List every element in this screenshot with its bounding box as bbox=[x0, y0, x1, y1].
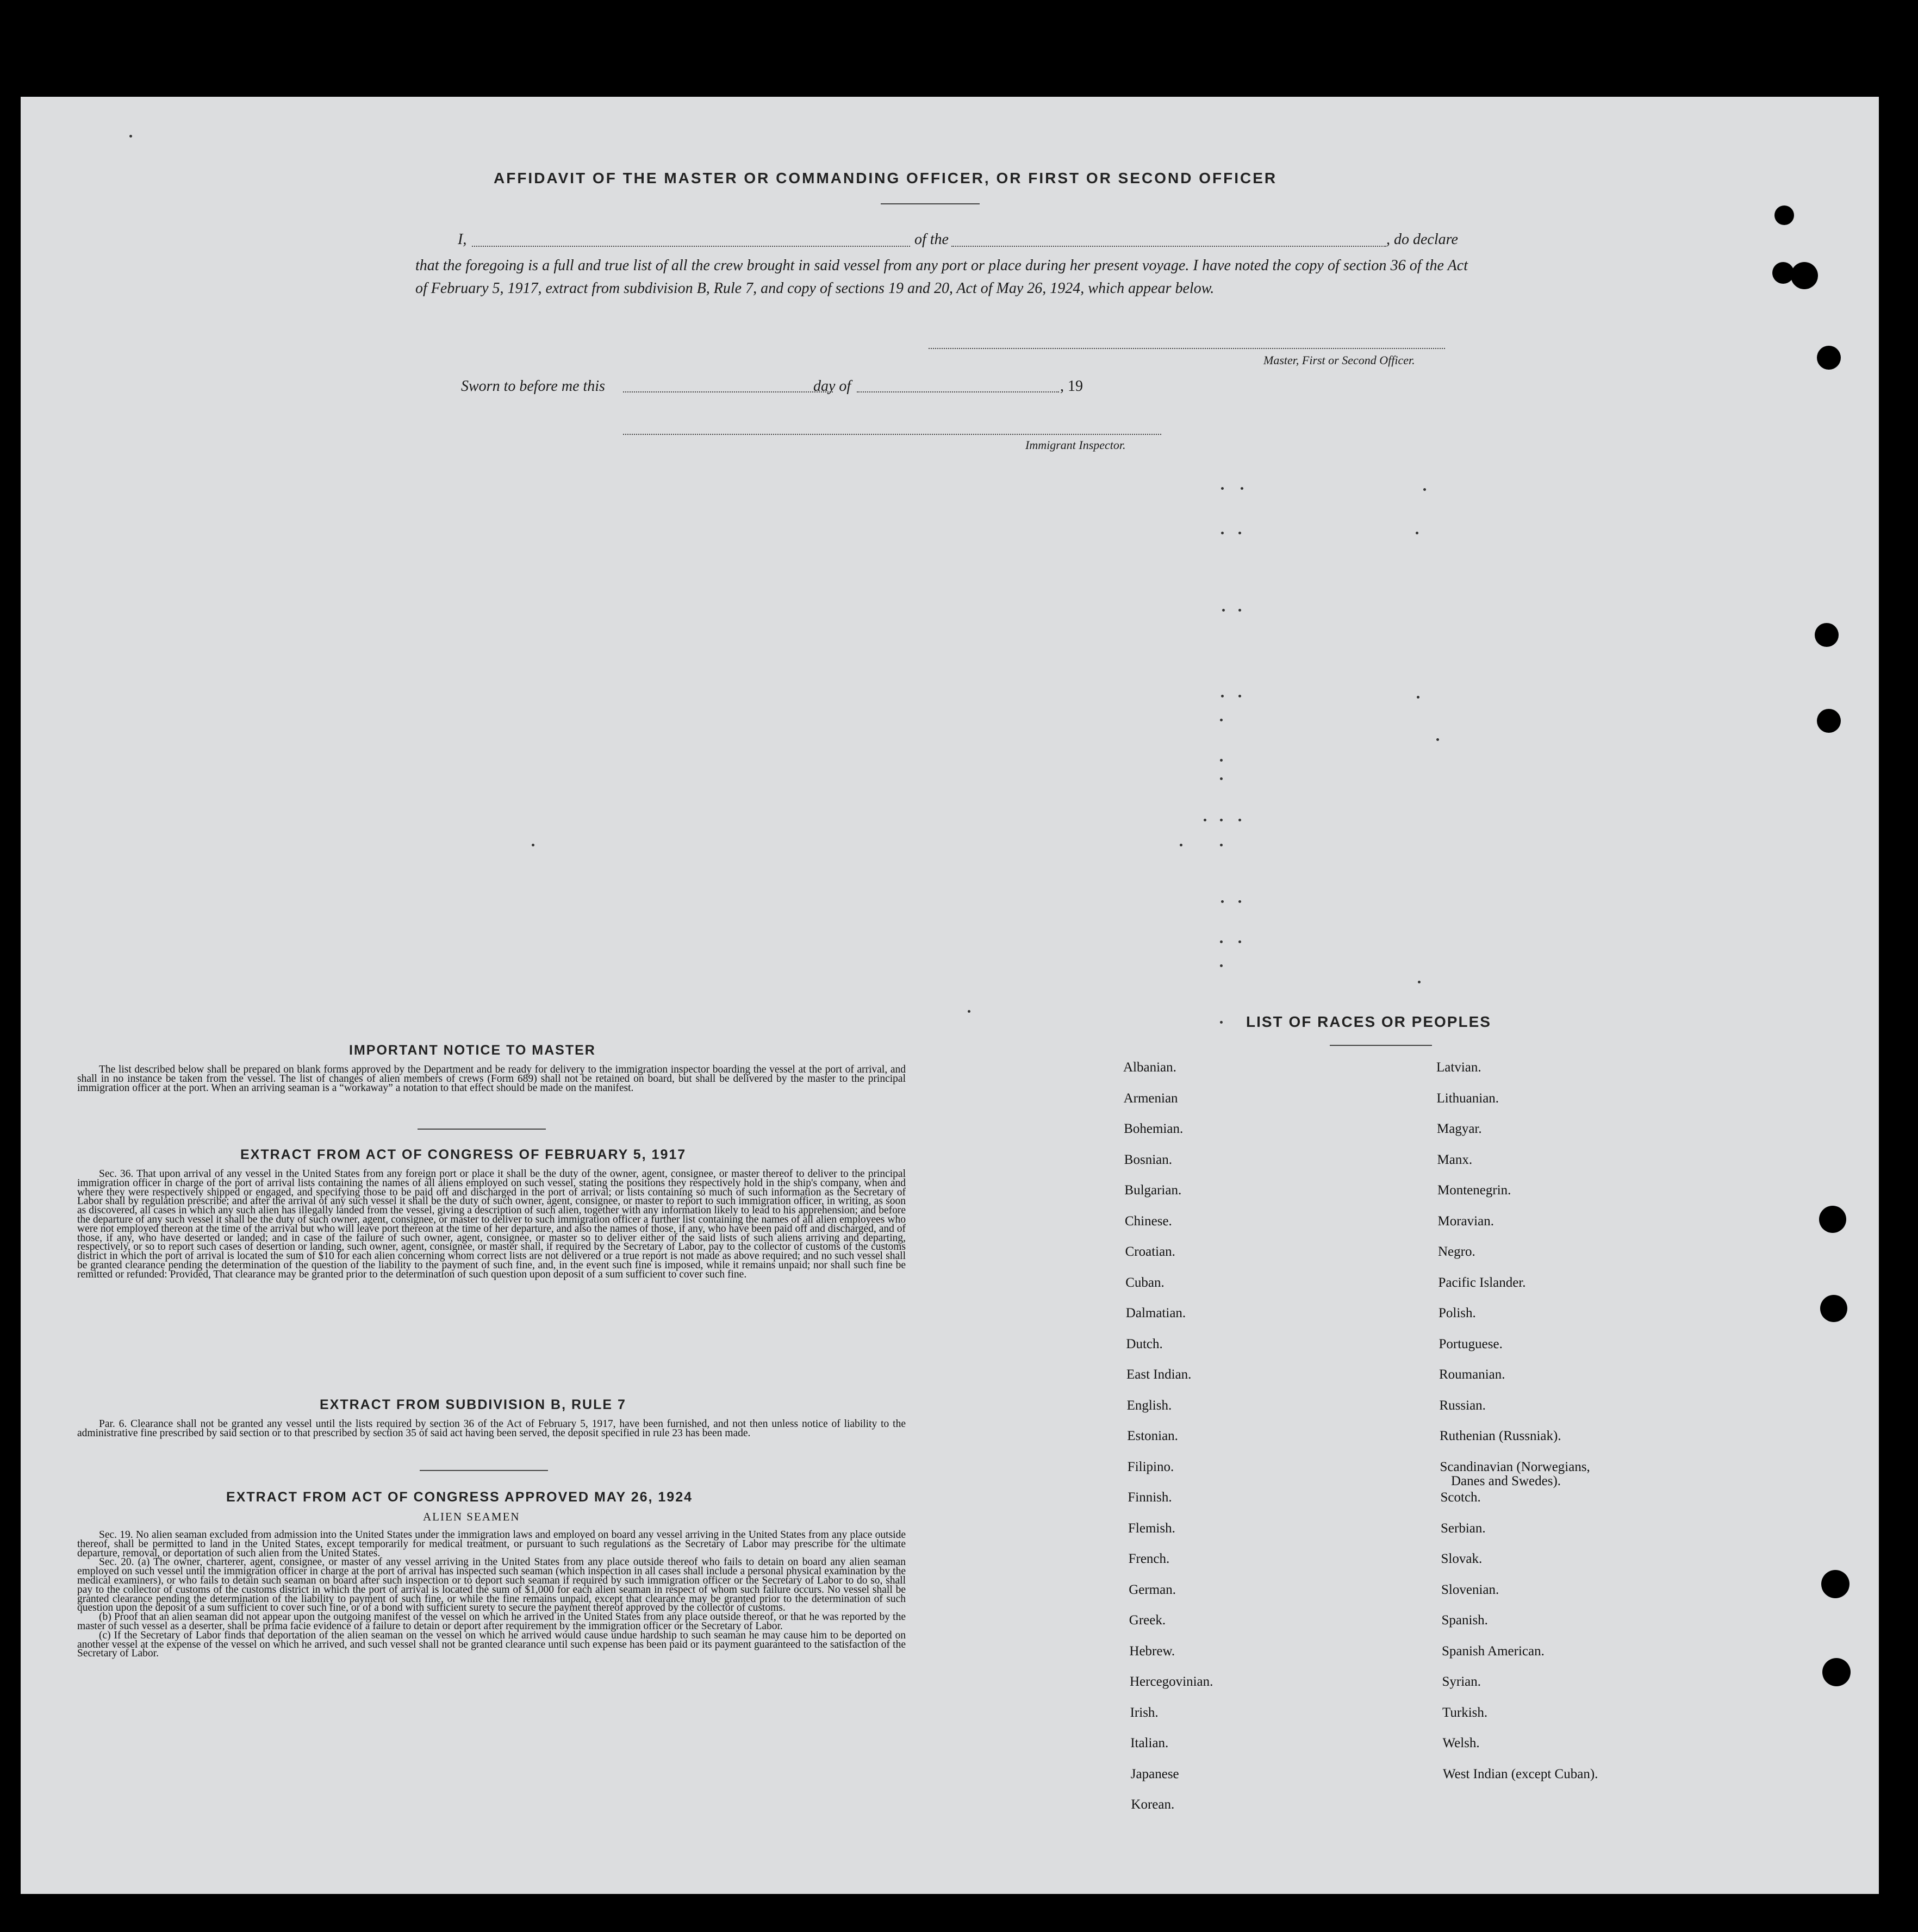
speck bbox=[1423, 488, 1426, 491]
speck bbox=[1220, 759, 1223, 762]
speck bbox=[1221, 532, 1224, 534]
race-item: Syrian. bbox=[1442, 1674, 1481, 1689]
race-item: Serbian. bbox=[1441, 1520, 1486, 1536]
speck bbox=[1238, 609, 1241, 612]
punch-hole bbox=[1774, 205, 1794, 225]
speck bbox=[1220, 844, 1223, 846]
day-of-text: day of bbox=[813, 378, 851, 395]
race-item: Spanish American. bbox=[1442, 1643, 1545, 1659]
speck bbox=[1436, 738, 1439, 741]
race-item: Danes and Swedes). bbox=[1451, 1473, 1561, 1488]
speck bbox=[1238, 900, 1241, 903]
race-item: Manx. bbox=[1437, 1152, 1473, 1167]
affidavit-of-the: of the bbox=[914, 231, 949, 248]
race-item: Flemish. bbox=[1128, 1520, 1175, 1536]
race-item: Armenian bbox=[1123, 1090, 1178, 1106]
race-item: Lithuanian. bbox=[1436, 1090, 1499, 1106]
speck bbox=[1238, 940, 1241, 943]
race-item: Negro. bbox=[1438, 1244, 1475, 1259]
speck bbox=[1221, 900, 1224, 903]
sec-19-text: Sec. 19. No alien seaman excluded from admission into the United States under the immigration laws and employed on board any vessel arriving in the United States from any place outside thereof, shall be permitted to land in the United States, except temporarily for medical treatment, or pursuant to such regulations as the Secretary of Labor may prescribe for the ultimate departure, removal, or deportation of such alien from the United States. bbox=[77, 1529, 906, 1559]
sworn-month-line bbox=[857, 391, 1059, 392]
sec-20c-text: (c) If the Secretary of Labor finds that deportation of the alien seaman on the vessel on which he arrived would cause undue hardship to such seaman he may cause him to be deported on another vessel at the expense of the vessel on which he arrived, and such vessel shall not be granted clearance until such expense has been paid or its payment guaranteed to the satisfaction of the Secretary of Labor. bbox=[77, 1629, 906, 1660]
speck bbox=[1220, 1021, 1223, 1024]
sworn-day-line bbox=[623, 391, 833, 392]
race-item: Filipino. bbox=[1127, 1459, 1174, 1474]
race-item: Irish. bbox=[1130, 1705, 1159, 1720]
speck bbox=[1220, 964, 1223, 967]
race-item: Moravian. bbox=[1437, 1213, 1494, 1229]
race-item: Welsh. bbox=[1442, 1736, 1480, 1750]
speck bbox=[1417, 696, 1419, 699]
race-item: Hebrew. bbox=[1129, 1643, 1175, 1659]
master-signature-line bbox=[929, 348, 1445, 349]
race-item: Pacific Islander. bbox=[1438, 1275, 1526, 1290]
speck bbox=[1418, 981, 1421, 983]
punch-hole bbox=[1821, 1570, 1849, 1598]
race-item: Dalmatian. bbox=[1125, 1306, 1186, 1320]
race-item: Chinese. bbox=[1125, 1213, 1172, 1229]
race-item: Ruthenian (Russniak). bbox=[1440, 1429, 1561, 1443]
speck bbox=[1220, 940, 1223, 943]
race-item: Slovak. bbox=[1441, 1551, 1483, 1566]
affidavit-i: I, bbox=[458, 231, 467, 248]
year-text: , 19 bbox=[1060, 378, 1083, 395]
race-item: Italian. bbox=[1130, 1736, 1169, 1750]
punch-hole bbox=[1815, 623, 1839, 647]
extract-1924-body bbox=[77, 1531, 906, 1659]
sec-20a-text: Sec. 20. (a) The owner, charterer, agent, consignee, or master of any vessel arriving in the United States from any place outside thereof who fails to detain on board any alien seaman employed on such vessel until the immigration officer in charge at the port of arrival has inspected such seaman (which inspection in all cases shall include a personal physical examination by the medical examiners), or who fails to detain such seaman on board after such inspection or to deport such seaman if required by such immigration officer or the Secretary of Labor to do so, shall pay to the collector of customs of the customs district in which the port of arrival is located the sum of $1,000 for each alien seaman in respect of whom such failure occurs. No vessel shall be granted clearance pending the determination of the liability to payment of such fine, or while the fine remains unpaid, except that clearance may be granted prior to the determination of such question upon the deposit of a sum sufficient to cover such fine, or of a bond with sufficient surety to secure the payment thereof approved by the collector of customs. bbox=[77, 1556, 906, 1614]
race-item: Montenegrin. bbox=[1437, 1183, 1511, 1198]
extract-1924-title: EXTRACT FROM ACT OF CONGRESS APPROVED MAY 26, 1924 bbox=[226, 1489, 693, 1505]
speck bbox=[1220, 819, 1223, 821]
speck bbox=[1416, 532, 1418, 534]
race-item: Scotch. bbox=[1440, 1490, 1481, 1505]
race-item: Japanese bbox=[1130, 1766, 1179, 1781]
race-item: Greek. bbox=[1129, 1613, 1166, 1628]
race-item: Portuguese. bbox=[1438, 1336, 1503, 1351]
title-rule bbox=[881, 203, 980, 204]
name-field-line bbox=[472, 246, 910, 247]
race-item: French. bbox=[1128, 1551, 1170, 1566]
vessel-field-line bbox=[951, 246, 1386, 247]
race-item: Polish. bbox=[1438, 1306, 1476, 1320]
race-item: Bulgarian. bbox=[1124, 1183, 1182, 1198]
race-item: Cuban. bbox=[1125, 1275, 1164, 1290]
race-item: English. bbox=[1126, 1398, 1172, 1413]
speck bbox=[129, 135, 132, 138]
races-rule bbox=[1330, 1045, 1432, 1046]
race-item: West Indian (except Cuban). bbox=[1443, 1766, 1598, 1781]
punch-hole bbox=[1817, 346, 1841, 370]
race-item: Scandinavian (Norwegians, bbox=[1440, 1459, 1590, 1474]
inspector-signature-line bbox=[623, 434, 1161, 435]
race-item: East Indian. bbox=[1126, 1367, 1192, 1382]
race-item: German. bbox=[1129, 1582, 1176, 1597]
affidavit-declare: , do declare bbox=[1386, 231, 1458, 248]
speck bbox=[1241, 487, 1243, 490]
speck bbox=[968, 1010, 970, 1013]
sworn-text: Sworn to before me this bbox=[461, 378, 605, 395]
speck bbox=[1222, 609, 1225, 612]
notice-text: The list described below shall be prepared on blank forms approved by the Department and be ready for delivery to the immigration inspector boarding the vessel at the port of arrival, and shall in no instance be taken from the vessel. The list of changes of alien members of crews (Form 689) shall not be retained on board, but shall be delivered by the master to the principal immigration officer at the port. When an arriving seaman is a “workaway” a notation to that effect should be made on the manifest. bbox=[77, 1064, 906, 1094]
master-signature-label: Master, First or Second Officer. bbox=[1263, 353, 1415, 367]
race-item: Bohemian. bbox=[1124, 1121, 1184, 1136]
speck bbox=[1221, 695, 1224, 697]
race-item: Croatian. bbox=[1125, 1244, 1175, 1259]
notice-title: IMPORTANT NOTICE TO MASTER bbox=[349, 1043, 596, 1058]
affidavit-title: AFFIDAVIT OF THE MASTER OR COMMANDING OFFICER, OR FIRST OR SECOND OFFICER bbox=[494, 170, 1278, 186]
speck bbox=[1238, 532, 1241, 534]
speck bbox=[1238, 695, 1241, 697]
race-item: Korean. bbox=[1131, 1797, 1175, 1812]
affidavit-paragraph: that the foregoing is a full and true list of all the crew brought in said vessel from any port or place during her present voyage. I have noted the copy of section 36 of the Act of February 5, 1917, extract from subdivision B, Rule 7, and copy of sections 19 and 20, Act of May 26, 1924, which appear below. bbox=[415, 257, 1468, 297]
speck bbox=[1204, 819, 1206, 821]
speck bbox=[1180, 844, 1182, 846]
race-item: Bosnian. bbox=[1124, 1152, 1172, 1167]
extract-1917-title: EXTRACT FROM ACT OF CONGRESS OF FEBRUARY 5, 1917 bbox=[240, 1147, 687, 1162]
speck bbox=[532, 844, 534, 846]
race-item: Hercegovinian. bbox=[1130, 1674, 1213, 1689]
extract-1917-text: Sec. 36. That upon arrival of any vessel in the United States from any foreign port or place it shall be the duty of the owner, agent, consignee, or master thereof to deliver to the principal immigration officer in charge of the port of arrival lists containing the names of all aliens employed on such vessel, stating the positions they respectively hold in the ship's company, when and where they were respectively shipped or engaged, and specifying those to be paid off and discharged in the port of arrival; or lists containing so much of such information as the Secretary of Labor shall by regulation prescribe; and after the arrival of any such vessel it shall be the duty of such owner, agent, consignee, or master to report to such immigration officer, in writing, as soon as discovered, all cases in which any such alien has illegally landed from the vessel, giving a description of such alien, together with any information likely to lead to his apprehension; and before the departure of any such vessel it shall be the duty of such owner, agent, consignee, or master to deliver to such immigration officer a further list containing the names of all alien employees who were not employed thereon at the time of the arrival but who will leave port thereon at the time of her departure, and also the names of those, if any, who have been paid off and discharged, and of those, if any, who have deserted or landed; and in case of the failure of such owner, agent, consignee, or master so to deliver either of the said lists of such aliens arriving and departing, respectively, or so to report such cases of desertion or landing, such owner, agent, consignee, or master shall, if required by the Secretary of Labor, pay to the collector of customs of the customs district in which the port of arrival is located the sum of $10 for each alien concerning whom correct lists are not delivered or a true report is not made as above required; and no such vessel shall be granted clearance pending the determination of the question of the liability to the payment of such fine, and, in the event such fine is imposed, while it remains unpaid; nor shall such fine be remitted or refunded: Provided, That clearance may be granted prior to the determination of such question upon deposit of a sum sufficient to cover such fine. bbox=[77, 1168, 906, 1280]
race-item: Latvian. bbox=[1436, 1060, 1481, 1075]
race-item: Magyar. bbox=[1437, 1121, 1482, 1136]
race-item: Estonian. bbox=[1127, 1429, 1178, 1443]
speck bbox=[1220, 777, 1223, 780]
punch-hole bbox=[1791, 262, 1818, 289]
race-item: Turkish. bbox=[1442, 1705, 1488, 1720]
document-page bbox=[21, 97, 1879, 1894]
race-item: Roumanian. bbox=[1439, 1367, 1505, 1382]
races-title: LIST OF RACES OR PEOPLES bbox=[1246, 1013, 1491, 1030]
punch-hole bbox=[1822, 1658, 1851, 1686]
race-item: Albanian. bbox=[1123, 1060, 1176, 1075]
punch-hole bbox=[1820, 1295, 1847, 1322]
notice-rule bbox=[418, 1129, 546, 1130]
speck bbox=[1220, 719, 1223, 721]
extract-1924-subtitle: ALIEN SEAMEN bbox=[423, 1510, 520, 1523]
extract-rule7-text: Par. 6. Clearance shall not be granted any vessel until the lists required by section 36 of the Act of February 5, 1917, have been furnished, and not then unless notice of liability to the administrative fine prescribed by said section or to that prescribed by section 35 of said act having been served, the deposit specified in rule 23 has been made. bbox=[77, 1418, 906, 1439]
punch-hole bbox=[1772, 262, 1794, 284]
race-item: Spanish. bbox=[1441, 1613, 1488, 1628]
inspector-signature-label: Immigrant Inspector. bbox=[1025, 438, 1126, 452]
punch-hole bbox=[1819, 1206, 1846, 1233]
extract-rule7-title: EXTRACT FROM SUBDIVISION B, RULE 7 bbox=[320, 1397, 626, 1412]
sec-20b-text: (b) Proof that an alien seaman did not appear upon the outgoing manifest of the vessel on which he arrived in the United States from any place outside thereof, or that he was reported by the master of such vessel as a deserter, shall be prima facie evidence of a failure to detain or deport after requirement by the immigration officer or the Secretary of Labor. bbox=[77, 1611, 906, 1632]
speck bbox=[1221, 487, 1224, 490]
race-item: Russian. bbox=[1439, 1398, 1486, 1413]
punch-hole bbox=[1817, 709, 1841, 733]
race-item: Slovenian. bbox=[1441, 1582, 1499, 1597]
speck bbox=[1238, 819, 1241, 821]
race-item: Finnish. bbox=[1128, 1490, 1172, 1505]
rule7-rule bbox=[420, 1470, 548, 1471]
race-item: Dutch. bbox=[1126, 1336, 1163, 1351]
